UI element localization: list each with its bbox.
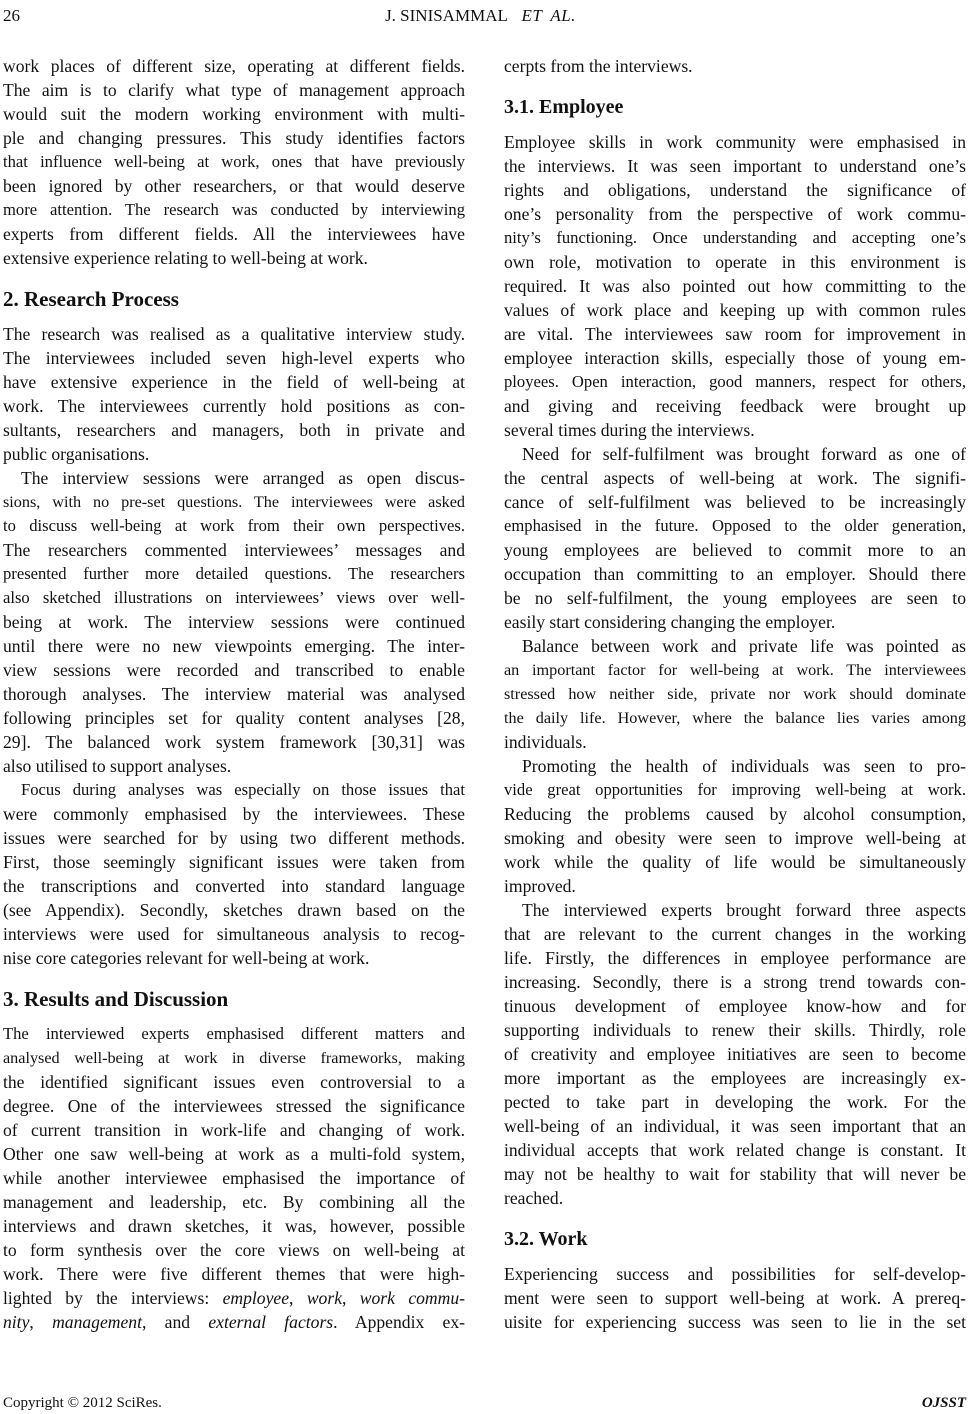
text-line: improved. <box>504 876 576 896</box>
text-fragment: lighted by the interviews: <box>3 1288 223 1308</box>
text-line: more attention. The research was conducted by interviewing <box>3 200 465 219</box>
text-line: employee interaction skills, especially those of young em- <box>504 348 966 368</box>
et-al-et: ET <box>521 6 543 25</box>
text-line: Focus during analyses was especially on those issues that <box>21 780 465 799</box>
text-line: young employees are believed to commit more to an <box>504 540 966 560</box>
text-line: work while the quality of life would be simultaneously <box>504 852 966 872</box>
text-line: that are relevant to the current changes in the working <box>504 924 966 944</box>
text-line: an important factor for well-being at work. The interviewees <box>504 661 966 679</box>
text-line: the daily life. However, where the balance lies varies among <box>504 709 966 727</box>
text-line: cance of self-fulfilment was believed to be increasingly <box>504 492 966 512</box>
text-line: easily start considering changing the employer. <box>504 612 836 632</box>
text-line: First, those seemingly significant issues were taken from <box>3 852 465 872</box>
text-line: The interviewed experts brought forward three aspects <box>522 900 966 920</box>
text-line: to form synthesis over the core views on well-being at <box>3 1240 465 1260</box>
running-head <box>0 4 969 28</box>
text-line: also utilised to support analyses. <box>3 756 232 776</box>
text-line: rights and obligations, understand the significance of <box>504 180 966 200</box>
text-line: required. It was also pointed out how committing to the <box>504 276 966 296</box>
author-name: J. SINISAMMAL <box>385 6 508 25</box>
text-line: uisite for experiencing success was seen to lie in the set <box>504 1312 966 1332</box>
text-line: ployees. Open interaction, good manners, respect for others, <box>504 372 966 391</box>
text-line: being at work. The interview sessions were continued <box>3 612 465 632</box>
text-line: pected to take part in developing the work. For the <box>504 1092 966 1112</box>
text-line: and giving and receiving feedback were brought up <box>504 396 966 416</box>
text-line: The research was realised as a qualitative interview study. <box>3 324 465 344</box>
text-line: public organisations. <box>3 444 150 464</box>
text-fragment: , <box>289 1288 307 1308</box>
text-line: experts from different fields. All the interviewees have <box>3 224 465 244</box>
text-line: work. There were five different themes that were high- <box>3 1264 465 1284</box>
text-line: tinuous development of employee know-how and for <box>504 996 966 1016</box>
text-line: to discuss well-being at work from their own perspectives. <box>3 516 465 535</box>
text-line: until there were no new viewpoints emerging. The inter- <box>3 636 465 656</box>
text-line: ple and changing pressures. This study identifies factors <box>3 128 465 148</box>
text-line: Other one saw well-being at work as a multi-fold system, <box>3 1144 465 1164</box>
text-line: emphasised in the future. Opposed to the older generation, <box>504 516 966 535</box>
section-heading-results-discussion: 3. Results and Discussion <box>3 987 229 1011</box>
et-al <box>521 6 583 25</box>
text-line: were commonly emphasised by the interviewees. These <box>3 804 465 824</box>
text-line: analysed well-being at work in diverse frameworks, making <box>3 1049 465 1067</box>
text-line: following principles set for quality content analyses [28, <box>3 708 465 728</box>
text-line: the central aspects of well-being at work. The signifi- <box>504 468 966 488</box>
text-line: (see Appendix). Secondly, sketches drawn based on the <box>3 900 465 920</box>
right-column <box>504 54 966 1334</box>
text-line: Employee skills in work community were emphasised in <box>504 132 966 152</box>
text-line: one’s personality from the perspective of work commu- <box>504 204 966 224</box>
research-process-paragraph-2 <box>3 466 465 778</box>
text-line: management and leadership, etc. By combining all the <box>3 1192 465 1212</box>
text-line: presented further more detailed questions. The researchers <box>3 564 465 583</box>
text-line: issues were searched for by using two different methods. <box>3 828 465 848</box>
text-line: Need for self-fulfilment was brought forward as one of <box>522 444 966 464</box>
text-fragment: . Appendix ex- <box>333 1312 466 1332</box>
text-line: individuals. <box>504 732 587 752</box>
text-line: interviews were used for simultaneous analysis to recog- <box>3 924 465 944</box>
text-line: degree. One of the interviewees stressed the significance <box>3 1096 465 1116</box>
text-line: are vital. The interviewees saw room for improvement in <box>504 324 966 344</box>
copyright-notice: Copyright © 2012 SciRes. <box>3 1395 162 1411</box>
text-line: nity’s functioning. Once understanding and accepting one’s <box>504 228 966 247</box>
employee-paragraph-2 <box>504 442 966 634</box>
text-fragment: , and <box>141 1312 209 1332</box>
page-number: 26 <box>3 6 20 25</box>
text-line: own role, motivation to operate in this environment is <box>504 252 966 272</box>
employee-paragraph-4 <box>504 754 966 898</box>
text-line: work. The interviewees currently hold positions as con- <box>3 396 465 416</box>
text-line: work places of different size, operating at different fields. <box>3 56 465 76</box>
journal-abbreviation: OJSST <box>921 1395 966 1411</box>
text-line: be no self-fulfilment, the young employees are seen to <box>504 588 966 608</box>
text-line: of creativity and employee initiatives are seen to become <box>504 1044 966 1064</box>
employee-paragraph-1 <box>504 130 966 442</box>
text-line: The interviewees included seven high-level experts who <box>3 348 465 368</box>
text-line: also sketched illustrations on interviewees’ views over well- <box>3 588 465 607</box>
text-line: well-being of an individual, it was seen important that an <box>504 1116 966 1136</box>
themes-line-2 <box>3 1310 465 1334</box>
theme-work: work <box>306 1288 342 1308</box>
text-line: stressed how neither side, private nor work should dominate <box>504 685 966 703</box>
section-heading-research-process: 2. Research Process <box>3 287 179 311</box>
text-line: occupation than committing to an employer. Should there <box>504 564 966 584</box>
text-line: the transcriptions and converted into standard language <box>3 876 465 896</box>
text-line: The researchers commented interviewees’ messages and <box>3 540 465 560</box>
text-line: nise core categories relevant for well-being at work. <box>3 948 370 968</box>
text-line: values of work place and keeping up with common rules <box>504 300 966 320</box>
et-al-al: AL. <box>550 6 576 25</box>
text-fragment: , <box>29 1312 53 1332</box>
theme-external-factors: external factors <box>208 1312 334 1332</box>
theme-management: management <box>52 1312 142 1332</box>
text-line: have extensive experience in the field of well-being at <box>3 372 465 392</box>
text-line: thorough analyses. The interview material was analysed <box>3 684 465 704</box>
text-line: 29]. The balanced work system framework [30,31] was <box>3 732 465 752</box>
text-line: sions, with no pre-set questions. The interviewees were asked <box>3 493 465 511</box>
employee-paragraph-5 <box>504 898 966 1210</box>
text-line: sultants, researchers and managers, both in private and <box>3 420 465 440</box>
intro-paragraph <box>3 54 465 270</box>
text-line: more important as the employees are increasingly ex- <box>504 1068 966 1088</box>
text-line: may not be healthy to wait for stability that will never be <box>504 1164 966 1184</box>
work-paragraph-1 <box>504 1262 966 1334</box>
text-line: Experiencing success and possibilities for self-develop- <box>504 1264 966 1284</box>
theme-employee: employee <box>222 1288 290 1308</box>
text-line: interviews and drawn sketches, it was, however, possible <box>3 1216 465 1236</box>
text-line: increasing. Secondly, there is a strong trend towards con- <box>504 972 966 992</box>
text-line: individual accepts that work related change is constant. It <box>504 1140 966 1160</box>
text-line: reached. <box>504 1188 564 1208</box>
text-line: the interviews. It was seen important to understand one’s <box>504 156 966 176</box>
theme-work-community: work commu- <box>359 1288 465 1308</box>
text-line: Balance between work and private life was pointed as <box>522 636 966 656</box>
running-head-authors <box>0 4 969 28</box>
section-heading-work: 3.2. Work <box>504 1228 588 1250</box>
text-line: Reducing the problems caused by alcohol consumption, <box>504 804 966 824</box>
results-paragraph-1 <box>3 1022 465 1334</box>
text-fragment: , <box>342 1288 360 1308</box>
employee-paragraph-3 <box>504 634 966 754</box>
text-line: while another interviewee emphasised the importance of <box>3 1168 465 1188</box>
text-line: cerpts from the interviews. <box>504 56 693 76</box>
text-line: Promoting the health of individuals was seen to pro- <box>522 756 966 776</box>
text-line: of current transition in work-life and changing of work. <box>3 1120 465 1140</box>
text-line: the identified significant issues even controversial to a <box>3 1072 465 1092</box>
text-line: ment were seen to support well-being at work. A prereq- <box>504 1288 966 1308</box>
research-process-paragraph-3 <box>3 778 465 970</box>
text-line: view sessions were recorded and transcribed to enable <box>3 660 465 680</box>
text-line: vide great opportunities for improving well-being at work. <box>504 780 966 799</box>
text-line: extensive experience relating to well-being at work. <box>3 248 368 268</box>
text-line: would suit the modern working environment with multi- <box>3 104 465 124</box>
text-line: several times during the interviews. <box>504 420 755 440</box>
text-line: smoking and obesity were seen to improve well-being at <box>504 828 966 848</box>
section-heading-employee: 3.1. Employee <box>504 96 624 118</box>
text-line: life. Firstly, the differences in employee performance are <box>504 948 966 968</box>
text-line: The aim is to clarify what type of management approach <box>3 80 465 100</box>
text-line: that influence well-being at work, ones that have previously <box>3 152 465 171</box>
page-footer <box>0 1392 969 1414</box>
text-line: been ignored by other researchers, or that would deserve <box>3 176 465 196</box>
theme-work-community-cont: nity <box>3 1312 30 1332</box>
text-line: supporting individuals to renew their skills. Thirdly, role <box>504 1020 966 1040</box>
research-process-paragraph-1 <box>3 322 465 466</box>
text-line: The interview sessions were arranged as open discus- <box>21 468 465 488</box>
left-column <box>3 54 465 1334</box>
text-line: The interviewed experts emphasised different matters and <box>3 1024 465 1043</box>
themes-line <box>3 1286 465 1310</box>
